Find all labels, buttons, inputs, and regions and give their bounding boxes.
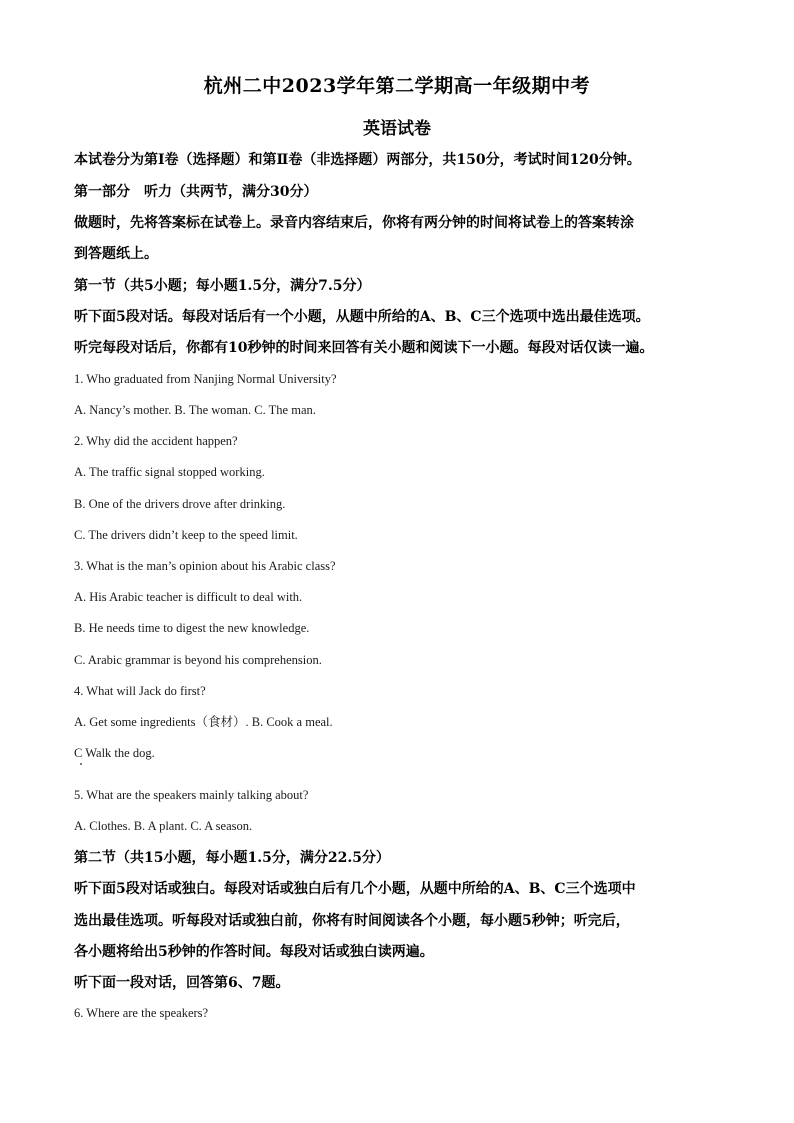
section1-instruction-line2: 听完每段对话后，你都有10秒钟的时间来回答有关小题和阅读下一小题。每段对话仅读一遍。 — [74, 340, 654, 356]
q3-option-c: C. Arabic grammar is beyond his comprehension. — [74, 653, 322, 667]
part1-instruction-line2: 到答题纸上。 — [74, 246, 158, 262]
part1-heading: 第一部分 听力（共两节，满分30分） — [74, 184, 318, 200]
intro-text: 本试卷分为第Ⅰ卷（选择题）和第Ⅱ卷（非选择题）两部分，共150分，考试时间120分钟。 — [74, 152, 641, 168]
stray-dot — [80, 763, 82, 765]
section2-dialog-intro: 听下面一段对话，回答第6、7题。 — [74, 975, 290, 991]
section2-instruction-line2: 选出最佳选项。听每段对话或独白前，你将有时间阅读各个小题，每小题5秒钟；听完后， — [74, 913, 630, 929]
q2-option-a: A. The traffic signal stopped working. — [74, 465, 265, 479]
q6-stem: 6. Where are the speakers? — [74, 1006, 209, 1020]
q4-option-c: C Walk the dog. — [74, 746, 155, 760]
exam-title: 杭州二中2023学年第二学期高一年级期中考 — [203, 75, 591, 97]
section2-instruction-line1: 听下面5段对话或独白。每段对话或独白后有几个小题，从题中所给的A、B、C三个选项中 — [74, 881, 636, 897]
q2-option-b: B. One of the drivers drove after drinking. — [74, 497, 286, 511]
q3-option-a: A. His Arabic teacher is difficult to deal with. — [74, 590, 303, 604]
section1-heading: 第一节（共5小题；每小题1.5分，满分7.5分） — [74, 278, 371, 294]
section1-instruction-line1: 听下面5段对话。每段对话后有一个小题，从题中所给的A、B、C三个选项中选出最佳选项。 — [74, 309, 650, 325]
q4-options-ab: A. Get some ingredients（食材）. B. Cook a meal. — [74, 715, 333, 729]
section2-instruction-line3: 各小题将给出5秒钟的作答时间。每段对话或独白读两遍。 — [74, 944, 434, 960]
q3-stem: 3. What is the man’s opinion about his Arabic class? — [74, 559, 336, 573]
exam-subtitle: 英语试卷 — [363, 119, 431, 139]
q3-option-b: B. He needs time to digest the new knowledge. — [74, 621, 310, 635]
part1-instruction-line1: 做题时，先将答案标在试卷上。录音内容结束后，你将有两分钟的时间将试卷上的答案转涂 — [74, 215, 634, 231]
q1-stem: 1. Who graduated from Nanjing Normal University? — [74, 372, 337, 386]
q2-option-c: C. The drivers didn’t keep to the speed limit. — [74, 528, 298, 542]
q1-options: A. Nancy’s mother. B. The woman. C. The man. — [74, 403, 316, 417]
q5-stem: 5. What are the speakers mainly talking about? — [74, 788, 309, 802]
q4-stem: 4. What will Jack do first? — [74, 684, 206, 698]
q5-options: A. Clothes. B. A plant. C. A season. — [74, 819, 253, 833]
section2-heading: 第二节（共15小题，每小题1.5分，满分22.5分） — [74, 850, 390, 866]
q2-stem: 2. Why did the accident happen? — [74, 434, 238, 448]
